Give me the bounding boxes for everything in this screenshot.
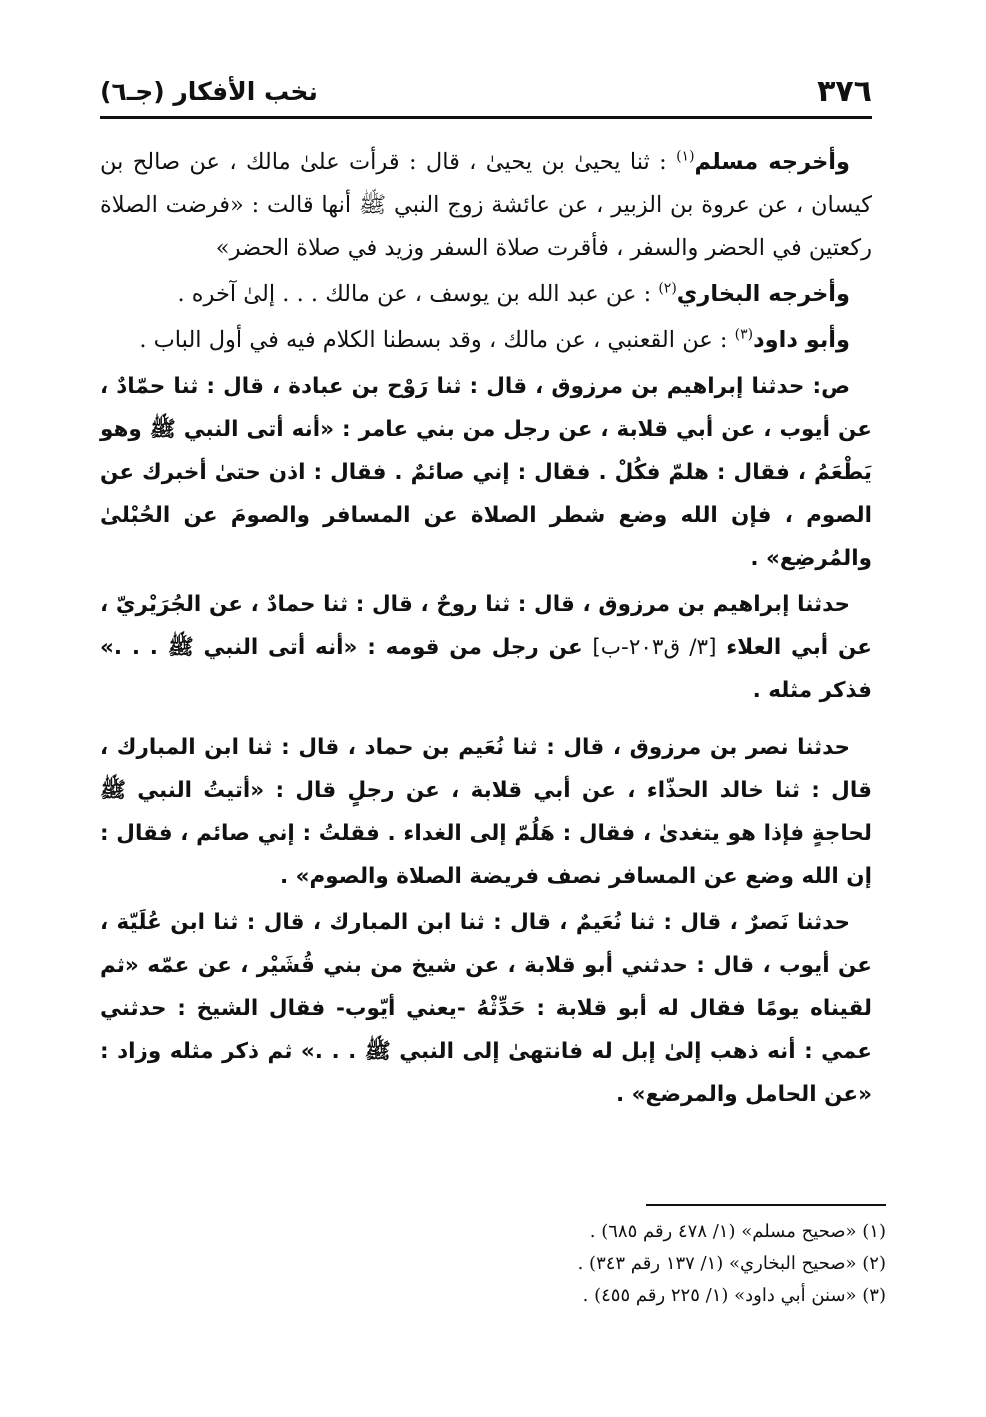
book-title: نخب الأفكار (جـ٦) [100, 77, 318, 106]
running-header [100, 62, 872, 112]
footnote-ref: (١) [676, 148, 695, 165]
paragraph-lead: وأخرجه البخاري [676, 281, 850, 307]
paragraph-muslim [100, 141, 872, 270]
paragraph-hadith-4: حدثنا نَصرٌ ، قال : ثنا نُعَيمٌ ، قال : ثنا ابن المبارك ، قال : ثنا ابن عُلَيّة ، عن أيوب ، قال : حدثني أبو قلابة ، عن شيخ من بني قُشَيْر ، عن عمّه «ثم لقيناه يومًا فقال له أبو قلابة : حَدِّثْهُ -يعني أيّوب- فقال الشيخ : حدثني عمي : أنه ذهب إلىٰ إبل له فانتهىٰ إلى النبي ﷺ . . .» ثم ذكر مثله وزاد : «عن الحامل والمرضع» . [100, 910, 872, 1107]
footnote-rule [646, 1204, 886, 1206]
footnote-2: (٢) «صحيح البخاري» (١/ ١٣٧ رقم ٣٤٣) . [577, 1253, 886, 1274]
paragraph-text: : عن القعنبي ، عن مالك ، وقد بسطنا الكلام فيه في أول الباب . [139, 327, 735, 353]
footnote-1: (١) «صحيح مسلم» (١/ ٤٧٨ رقم ٦٨٥) . [589, 1221, 886, 1242]
paragraph-text: عن رجل من قومه : «أنه أتى النبي ﷺ . . .» فذكر مثله . [100, 635, 872, 703]
footnote-3: (٣) «سنن أبي داود» (١/ ٢٢٥ رقم ٤٥٥) . [582, 1285, 886, 1306]
manuscript-folio-note: [٣/ ق٢٠٣-ب] [592, 635, 717, 660]
paragraph-bukhari [100, 273, 872, 316]
paragraph-text: حدثنا إبراهيم بن مرزوق ، قال : ثنا روحٌ ، قال : ثنا حمادٌ ، عن الجُرَيْريّ ، عن أبي العلاء [100, 592, 872, 660]
main-text [100, 141, 872, 1116]
header-rule [100, 116, 872, 119]
page [100, 62, 872, 1119]
page-number: ٣٧٦ [817, 74, 872, 109]
footnote-ref: (٣) [734, 326, 754, 343]
footnote-ref: (٢) [658, 280, 677, 297]
paragraph-text: : عن عبد الله بن يوسف ، عن مالك . . . إلىٰ آخره . [177, 281, 659, 307]
paragraph-lead: وأبو داود [753, 327, 850, 353]
paragraph-text: : ثنا يحيىٰ بن يحيىٰ ، قال : قرأت علىٰ مالك ، عن صالح بن كيسان ، عن عروة بن الزبير ، عن عائشة زوج النبي ﷺ أنها قالت : «فرضت الصلاة ركعتين في الحضر والسفر ، فأقرت صلاة السفر وزيد في صلاة الحضر» [100, 149, 872, 261]
paragraph-hadith-2 [100, 583, 872, 712]
paragraph-abu-dawud [100, 319, 872, 362]
footnotes [114, 1216, 886, 1312]
paragraph-matn: ص: حدثنا إبراهيم بن مرزوق ، قال : ثنا رَوْح بن عبادة ، قال : ثنا حمّادٌ ، عن أيوب ، عن أبي قلابة ، عن رجل من بني عامر : «أنه أتى النبي ﷺ وهو يَطْعَمُ ، فقال : هلمّ فكُلْ . فقال : إني صائمٌ . فقال : اذن حتىٰ أخبرك عن الصوم ، فإن الله وضع شطر الصلاة عن المسافر والصومَ عن الحُبْلىٰ والمُرضِع» . [100, 374, 872, 571]
paragraph-lead: وأخرجه مسلم [694, 149, 851, 175]
paragraph-hadith-3: حدثنا نصر بن مرزوق ، قال : ثنا نُعَيم بن حماد ، قال : ثنا ابن المبارك ، قال : ثنا خالد الحذّاء ، عن أبي قلابة ، عن رجلٍ قال : «أتيتُ النبي ﷺ لحاجةٍ فإذا هو يتغدىٰ ، فقال : هَلُمّ إلى الغداء . فقلتُ : إني صائم ، فقال : إن الله وضع عن المسافر نصف فريضة الصلاة والصوم» . [100, 735, 872, 889]
